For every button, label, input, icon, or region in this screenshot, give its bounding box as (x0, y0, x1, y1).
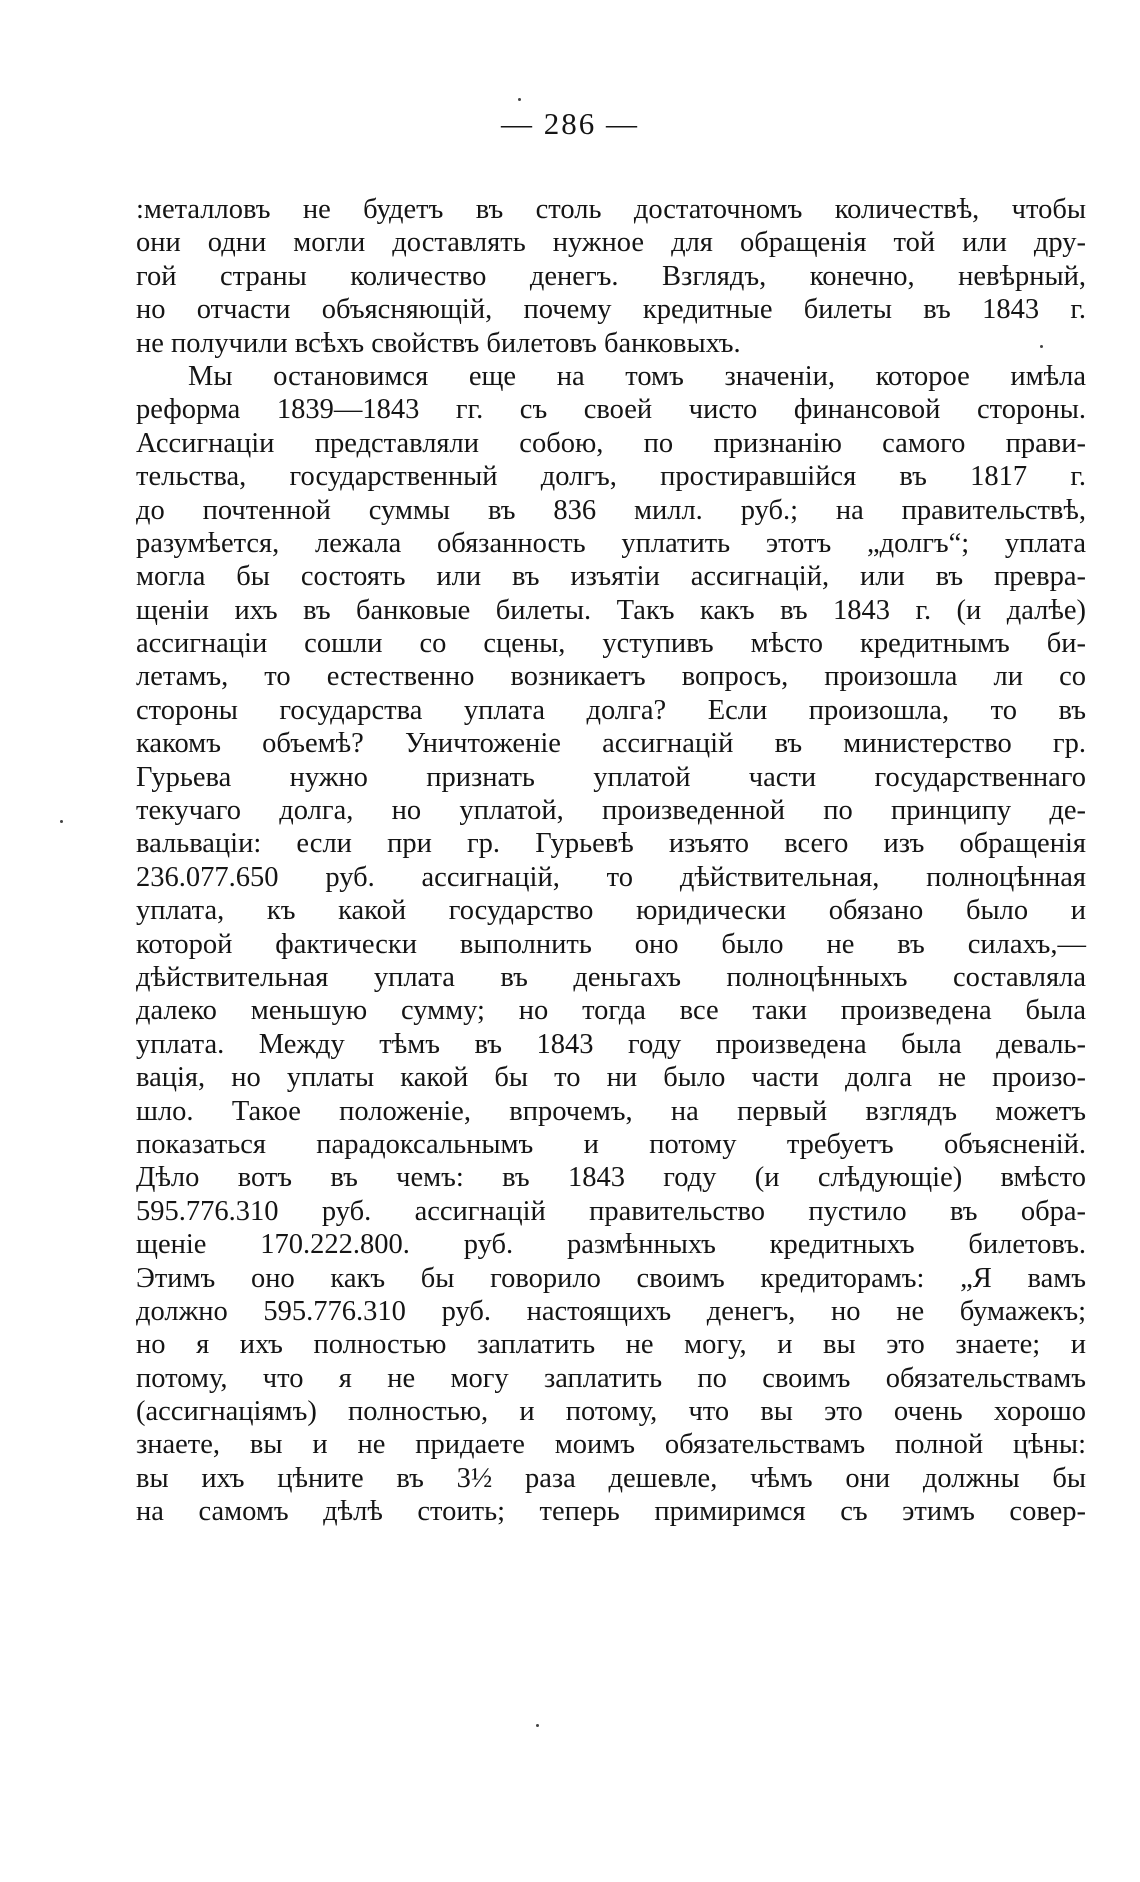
text-line: уплата. Между тѣмъ въ 1843 году произведена была деваль- (136, 1028, 1086, 1060)
text-line: 595.776.310 руб. ассигнацій правительство пустило въ обра- (136, 1195, 1086, 1227)
text-line: 236.077.650 руб. ассигнацій, то дѣйствительная, полноцѣнная (136, 861, 1086, 893)
text-line: щеніе 170.222.800. руб. размѣнныхъ кредитныхъ билетовъ. (136, 1229, 1086, 1261)
page-number: — 286 — (501, 106, 639, 141)
text-line: летамъ, то естественно возникаетъ вопросъ, произошла ли со (136, 661, 1086, 693)
text-line: Дѣло вотъ въ чемъ: въ 1843 году (и слѣдующіе) вмѣсто (136, 1162, 1086, 1194)
text-line: но отчасти объясняющій, почему кредитные билеты въ 1843 г. (136, 294, 1086, 326)
text-line: разумѣется, лежала обязанность уплатить этотъ „долгъ“; уплата (136, 527, 1086, 559)
text-line: вальваціи: если при гр. Гурьевѣ изъято всего изъ обращенія (136, 828, 1086, 860)
text-line: реформа 1839—1843 гг. съ своей чисто финансовой стороны. (136, 394, 1086, 426)
text-line: вы ихъ цѣните въ 3½ раза дешевле, чѣмъ они должны бы (136, 1462, 1086, 1494)
paragraph-start-line: Мы остановимся еще на томъ значеніи, которое имѣла (188, 360, 1086, 392)
text-line: шло. Такое положеніе, впрочемъ, на первый взглядъ можетъ (136, 1095, 1086, 1127)
text-line: Гурьева нужно признать уплатой части государственнаго (136, 761, 1086, 793)
text-line: не получили всѣхъ свойствъ билетовъ банковыхъ. (136, 327, 741, 359)
text-line: знаете, вы и не придаете моимъ обязательствамъ полной цѣны: (136, 1429, 1086, 1461)
text-line: уплата, къ какой государство юридически обязано было и (136, 895, 1086, 927)
text-line: на самомъ дѣлѣ стоить; теперь примиримся съ этимъ совер- (136, 1496, 1086, 1528)
text-line: гой страны количество денегъ. Взглядъ, конечно, невѣрный, (136, 260, 1086, 292)
text-line: дѣйствительная уплата въ деньгахъ полноцѣнныхъ составляла (136, 961, 1086, 993)
text-line: ассигнаціи сошли со сцены, уступивъ мѣсто кредитнымъ би- (136, 628, 1086, 660)
body-text (136, 193, 1086, 1529)
text-line: Этимъ оно какъ бы говорило своимъ кредиторамъ: „Я вамъ (136, 1262, 1086, 1294)
text-line: стороны государства уплата долга? Если произошла, то въ (136, 694, 1086, 726)
text-line: :металловъ не будетъ въ столь достаточномъ количествѣ, чтобы (136, 194, 1086, 225)
text-line: щеніи ихъ въ банковые билеты. Такъ какъ въ 1843 г. (и далѣе) (136, 594, 1086, 626)
text-line: до почтенной суммы въ 836 милл. руб.; на правительствѣ, (136, 494, 1086, 526)
text-line: текучаго долга, но уплатой, произведенной по принципу де- (136, 795, 1086, 827)
text-line: они одни могли доставлять нужное для обращенія той или дру- (136, 227, 1086, 259)
text-line: должно 595.776.310 руб. настоящихъ денегъ, но не бумажекъ; (136, 1295, 1086, 1327)
text-line: тельства, государственный долгъ, простиравшійся въ 1817 г. (136, 461, 1086, 493)
text-line: но я ихъ полностью заплатить не могу, и вы это знаете; и (136, 1329, 1086, 1361)
text-line: потому, что я не могу заплатить по своимъ обязательствамъ (136, 1362, 1086, 1394)
text-line: вація, но уплаты какой бы то ни было части долга не произо- (136, 1062, 1086, 1094)
text-line: далеко меньшую сумму; но тогда все таки произведена была (136, 995, 1086, 1027)
print-speck (536, 1724, 539, 1727)
print-speck (518, 98, 521, 101)
text-line: которой фактически выполнить оно было не въ силахъ,— (136, 928, 1086, 960)
text-line: показаться парадоксальнымъ и потому требуетъ объясненій. (136, 1128, 1086, 1160)
print-speck (60, 820, 63, 823)
text-line: какомъ объемѣ? Уничтоженіе ассигнацій въ министерство гр. (136, 728, 1086, 760)
print-speck (1040, 345, 1043, 348)
text-line: Ассигнаціи представляли собою, по признанію самого прави- (136, 427, 1086, 459)
text-line: (ассигнаціямъ) полностью, и потому, что вы это очень хорошо (136, 1396, 1086, 1428)
text-line: могла бы состоять или въ изъятіи ассигнацій, или въ превра- (136, 561, 1086, 593)
